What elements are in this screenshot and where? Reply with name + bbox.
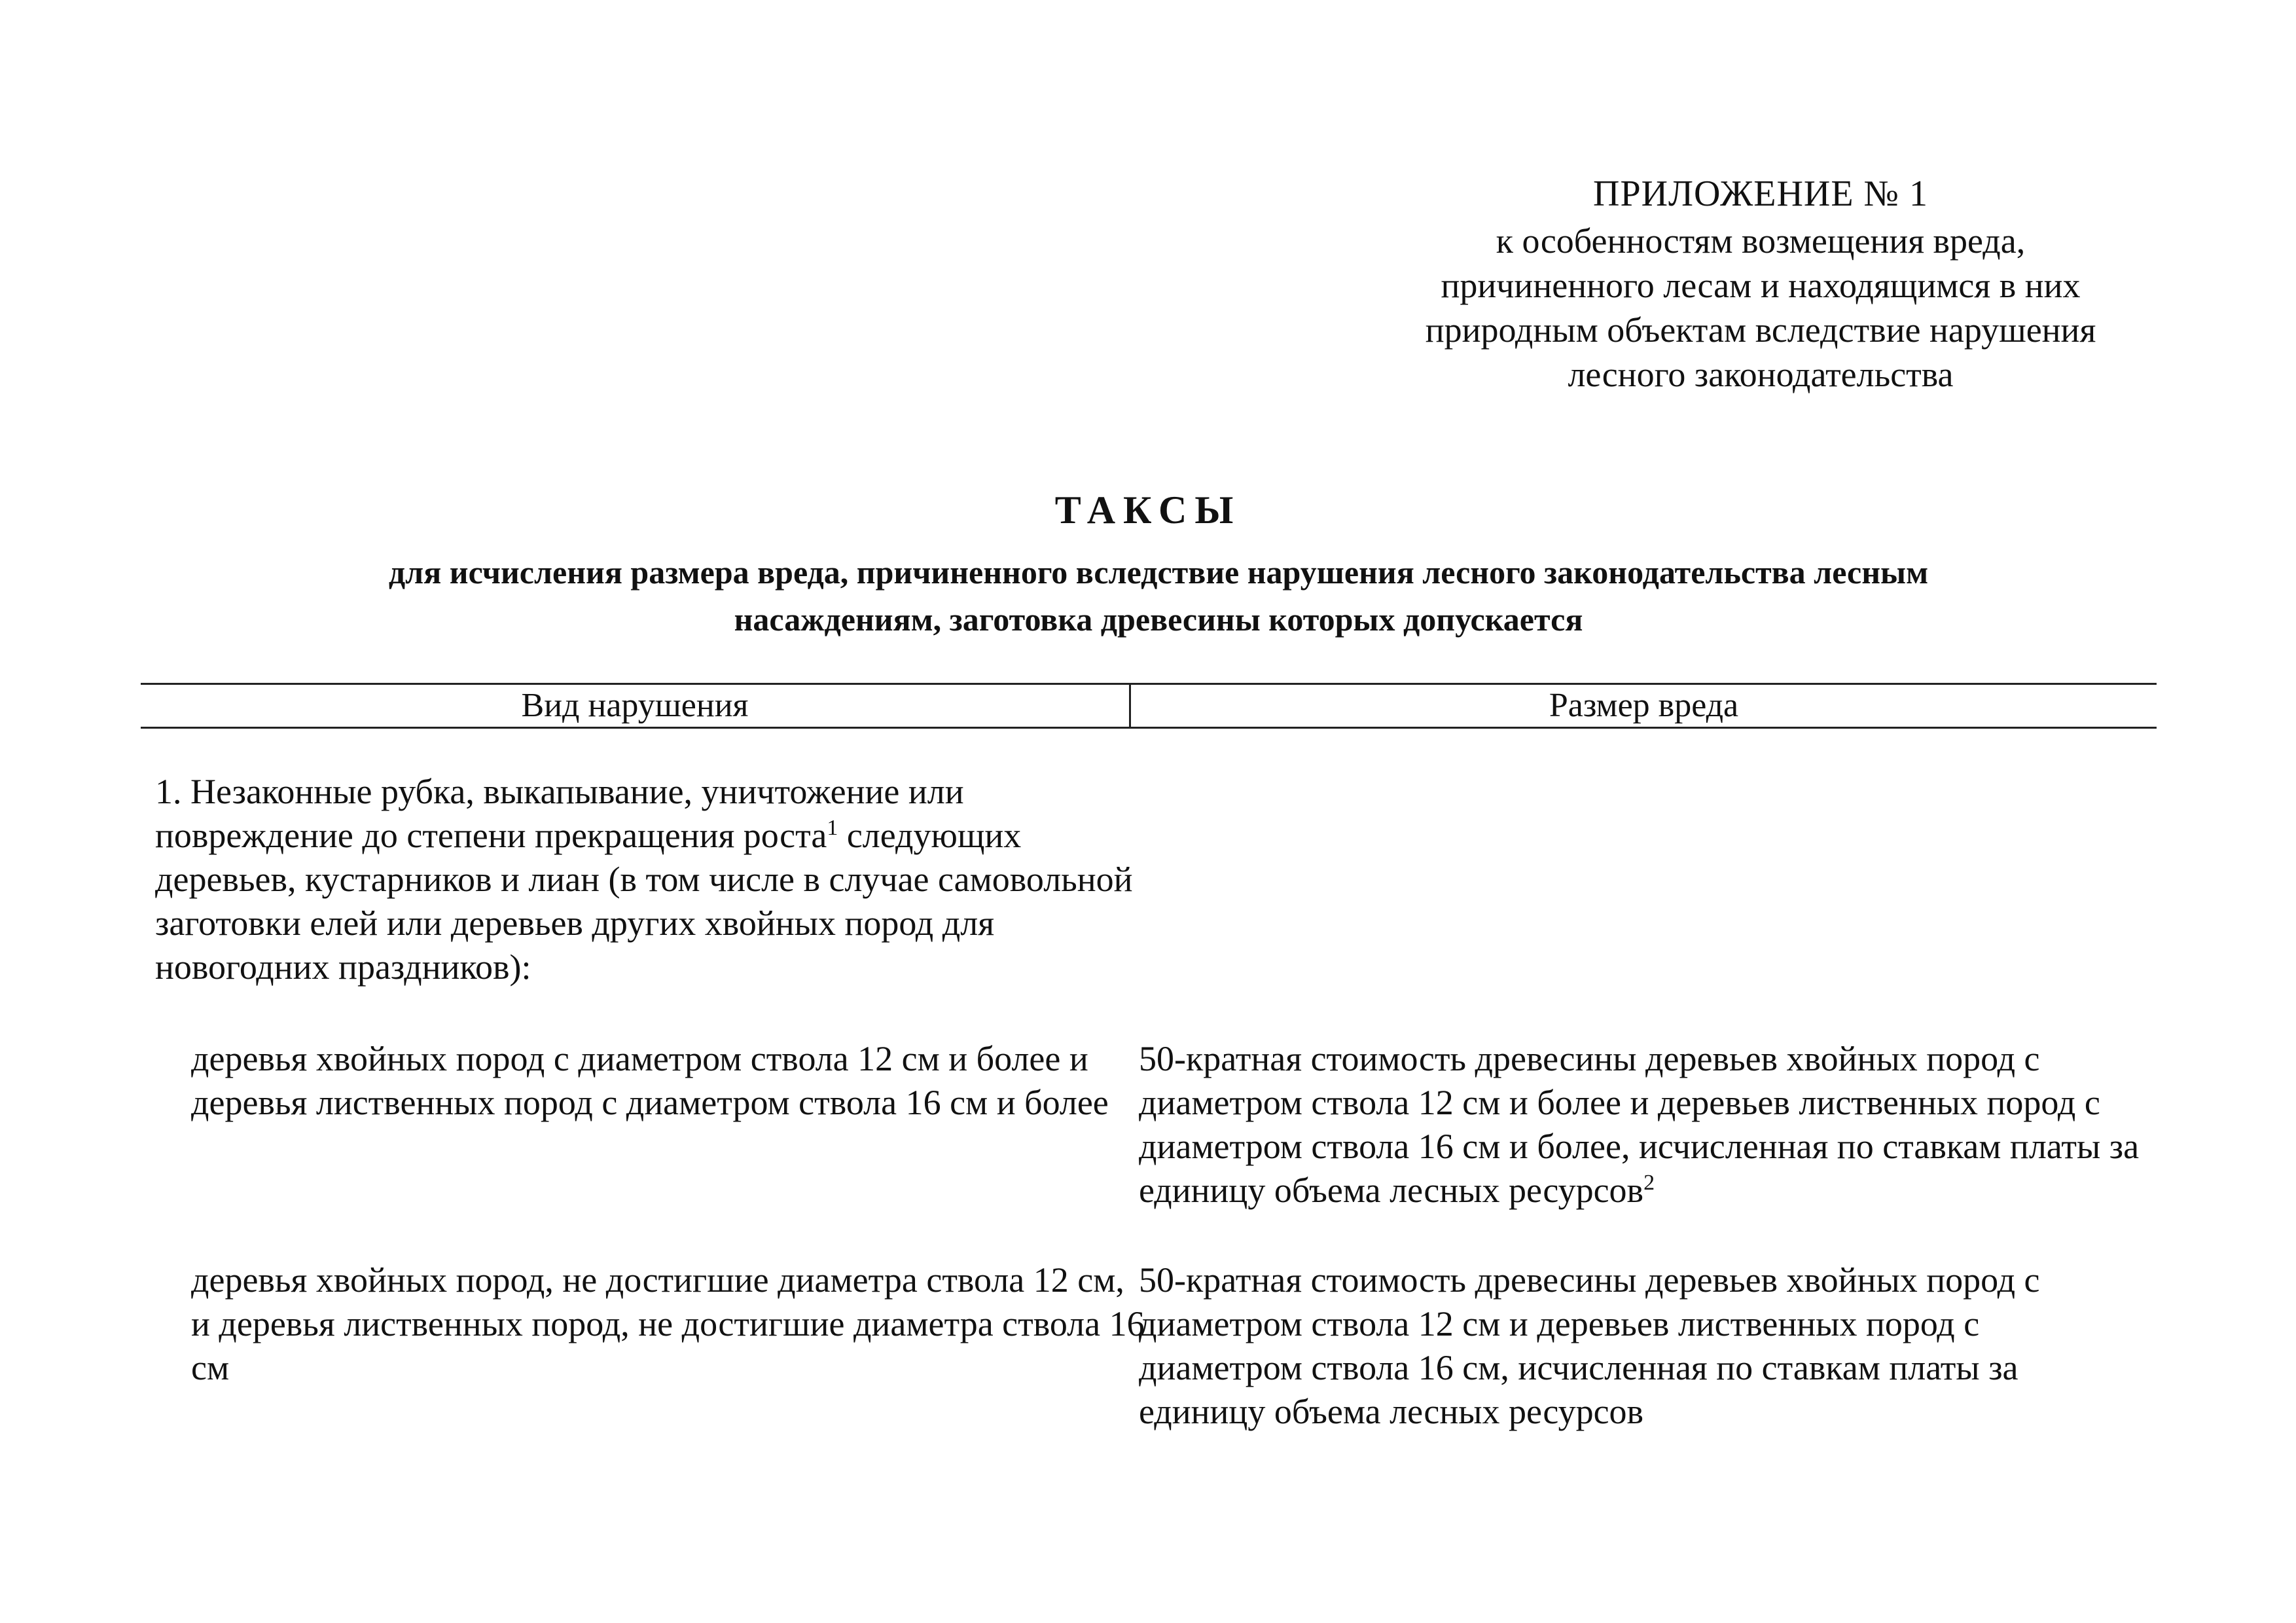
- document-subtitle: [216, 549, 2101, 643]
- row-1-violation: деревья хвойных пород с диаметром ствола 12 см и более и деревья лиственных пород с диаметром ствола 16 см и более: [191, 1039, 1109, 1122]
- document-title: ТАКСЫ: [1054, 488, 1242, 532]
- appendix-number: ПРИЛОЖЕНИЕ № 1: [1593, 173, 1928, 214]
- appendix-line: к особенностям возмещения вреда,: [1496, 221, 2026, 261]
- row-1-damage-text: 50-кратная стоимость древесины деревьев хвойных пород с диаметром ствола 12 см и более и деревьев лиственных пород с диаметром ствола 16 см и более, исчисленная по ставкам платы за единицу объема лесных ресурсов: [1139, 1039, 2140, 1210]
- table-header-bottom-rule: [141, 727, 2157, 729]
- row-1-damage: [1139, 1037, 2160, 1213]
- appendix-line: природным объектам вследствие нарушения: [1425, 310, 2096, 350]
- footnote-marker: 2: [1643, 1171, 1655, 1195]
- appendix-block: [1361, 172, 2160, 397]
- appendix-line: причиненного лесам и находящимся в них: [1441, 266, 2081, 305]
- intro-text: 1. Незаконные рубка, выкапывание, уничтожение или повреждение до степени прекращения роста: [155, 772, 964, 855]
- subtitle-line: насаждениям, заготовка древесины которых допускается: [734, 601, 1583, 638]
- appendix-line: лесного законодательства: [1568, 355, 1954, 394]
- section-intro: [155, 770, 1150, 989]
- footnote-marker: 1: [827, 816, 838, 840]
- subtitle-line: для исчисления размера вреда, причиненного вследствие нарушения лесного законодательства лесным: [388, 554, 1929, 591]
- column-header-violation: Вид нарушения: [521, 687, 749, 724]
- column-header-damage: Размер вреда: [1549, 687, 1739, 724]
- row-2-violation: деревья хвойных пород, не достигшие диаметра ствола 12 см, и деревья лиственных пород, не достигшие диаметра ствола 16 см: [191, 1260, 1145, 1387]
- intro-text-continued: следующих деревьев, кустарников и лиан (в том числе в случае самовольной заготовки елей или деревьев других хвойных пород для новогодних праздников):: [155, 816, 1133, 987]
- row-2-damage: 50-кратная стоимость древесины деревьев хвойных пород с диаметром ствола 12 см и деревьев лиственных пород с диаметром ствола 16 см, исчисленная по ставкам платы за единицу объема лесных ресурсов: [1139, 1260, 2040, 1431]
